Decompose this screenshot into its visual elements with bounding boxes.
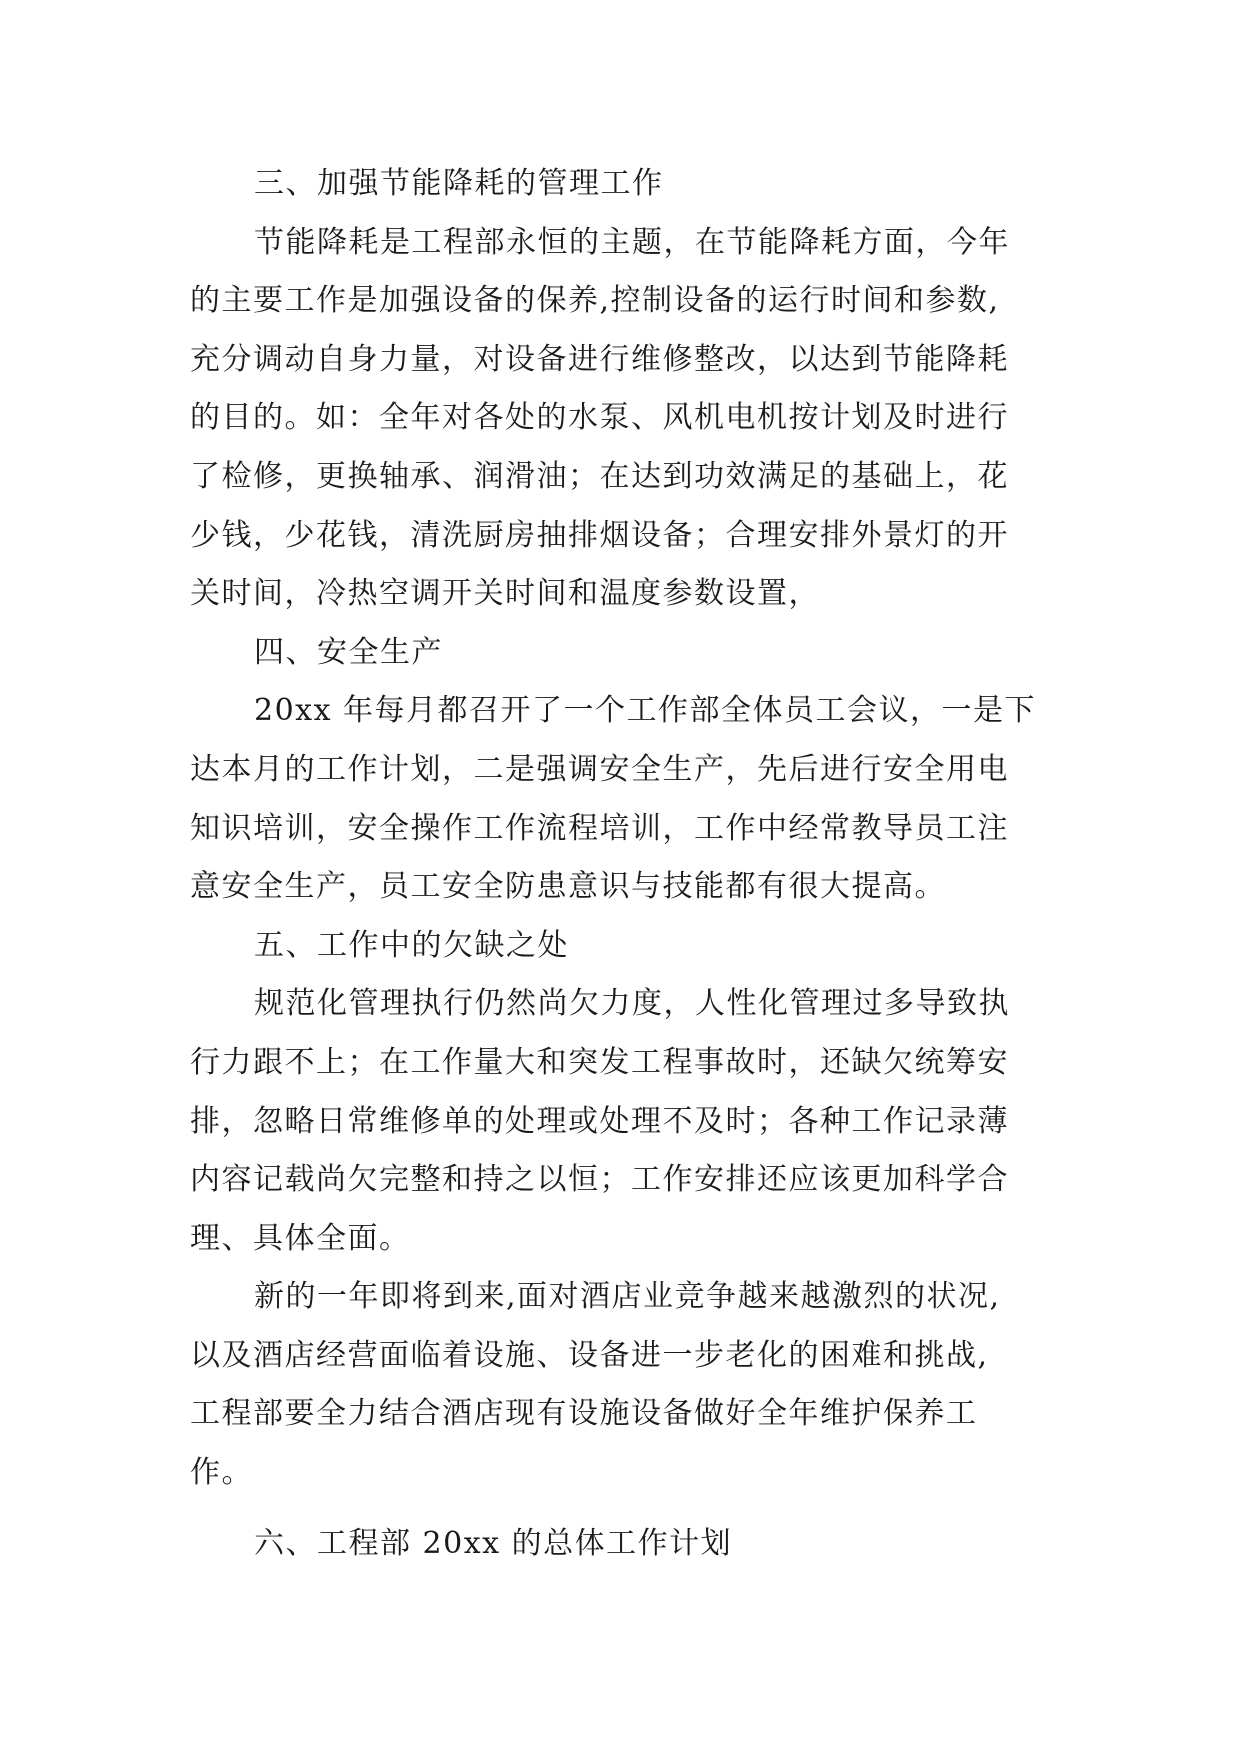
paragraph-line: 知识培训，安全操作工作流程培训，工作中经常教导员工注 (190, 810, 1009, 846)
paragraph-line: 内容记载尚欠完整和持之以恒；工作安排还应该更加科学合 (190, 1162, 1009, 1198)
paragraph-line: 充分调动自身力量，对设备进行维修整改，以达到节能降耗 (190, 341, 1009, 377)
paragraph-line: 排，忽略日常维修单的处理或处理不及时；各种工作记录薄 (190, 1103, 1009, 1139)
paragraph-line: 以及酒店经营面临着设施、设备进一步老化的困难和挑战, (190, 1337, 989, 1373)
paragraph-line: 理、具体全面。 (190, 1220, 411, 1256)
paragraph-line: 工程部要全力结合酒店现有设施设备做好全年维护保养工 (190, 1396, 978, 1432)
paragraph-line: 了检修，更换轴承、润滑油；在达到功效满足的基础上，花 (190, 458, 1009, 494)
paragraph-line: 达本月的工作计划，二是强调安全生产，先后进行安全用电 (190, 751, 1009, 787)
paragraph-line: 新的一年即将到来,面对酒店业竞争越来越激烈的状况, (254, 1279, 1001, 1315)
section-heading-annual-plan: 六、工程部 20xx 的总体工作计划 (254, 1525, 733, 1561)
document-body (190, 155, 1070, 1573)
paragraph-line: 作。 (190, 1455, 253, 1491)
section-heading-safety: 四、安全生产 (254, 634, 443, 670)
paragraph-line: 节能降耗是工程部永恒的主题，在节能降耗方面，今年 (254, 224, 1010, 260)
paragraph-line: 20xx 年每月都召开了一个工作部全体员工会议，一是下 (254, 693, 1037, 729)
section-heading-energy-saving: 三、加强节能降耗的管理工作 (254, 166, 664, 201)
paragraph-line: 意安全生产，员工安全防患意识与技能都有很大提高。 (190, 869, 946, 905)
spacer (190, 1503, 1070, 1515)
section-heading-shortcomings: 五、工作中的欠缺之处 (254, 927, 569, 963)
paragraph-line: 关时间，冷热空调开关时间和温度参数设置， (190, 576, 820, 612)
paragraph-line: 的主要工作是加强设备的保养,控制设备的运行时间和参数, (190, 283, 1000, 319)
paragraph-line: 行力跟不上；在工作量大和突发工程事故时，还缺欠统筹安 (190, 1044, 1009, 1080)
paragraph-line: 规范化管理执行仍然尚欠力度，人性化管理过多导致执 (254, 986, 1010, 1022)
paragraph-line: 少钱，少花钱，清洗厨房抽排烟设备；合理安排外景灯的开 (190, 517, 1009, 553)
paragraph-line: 的目的。如：全年对各处的水泵、风机电机按计划及时进行 (190, 400, 1009, 436)
